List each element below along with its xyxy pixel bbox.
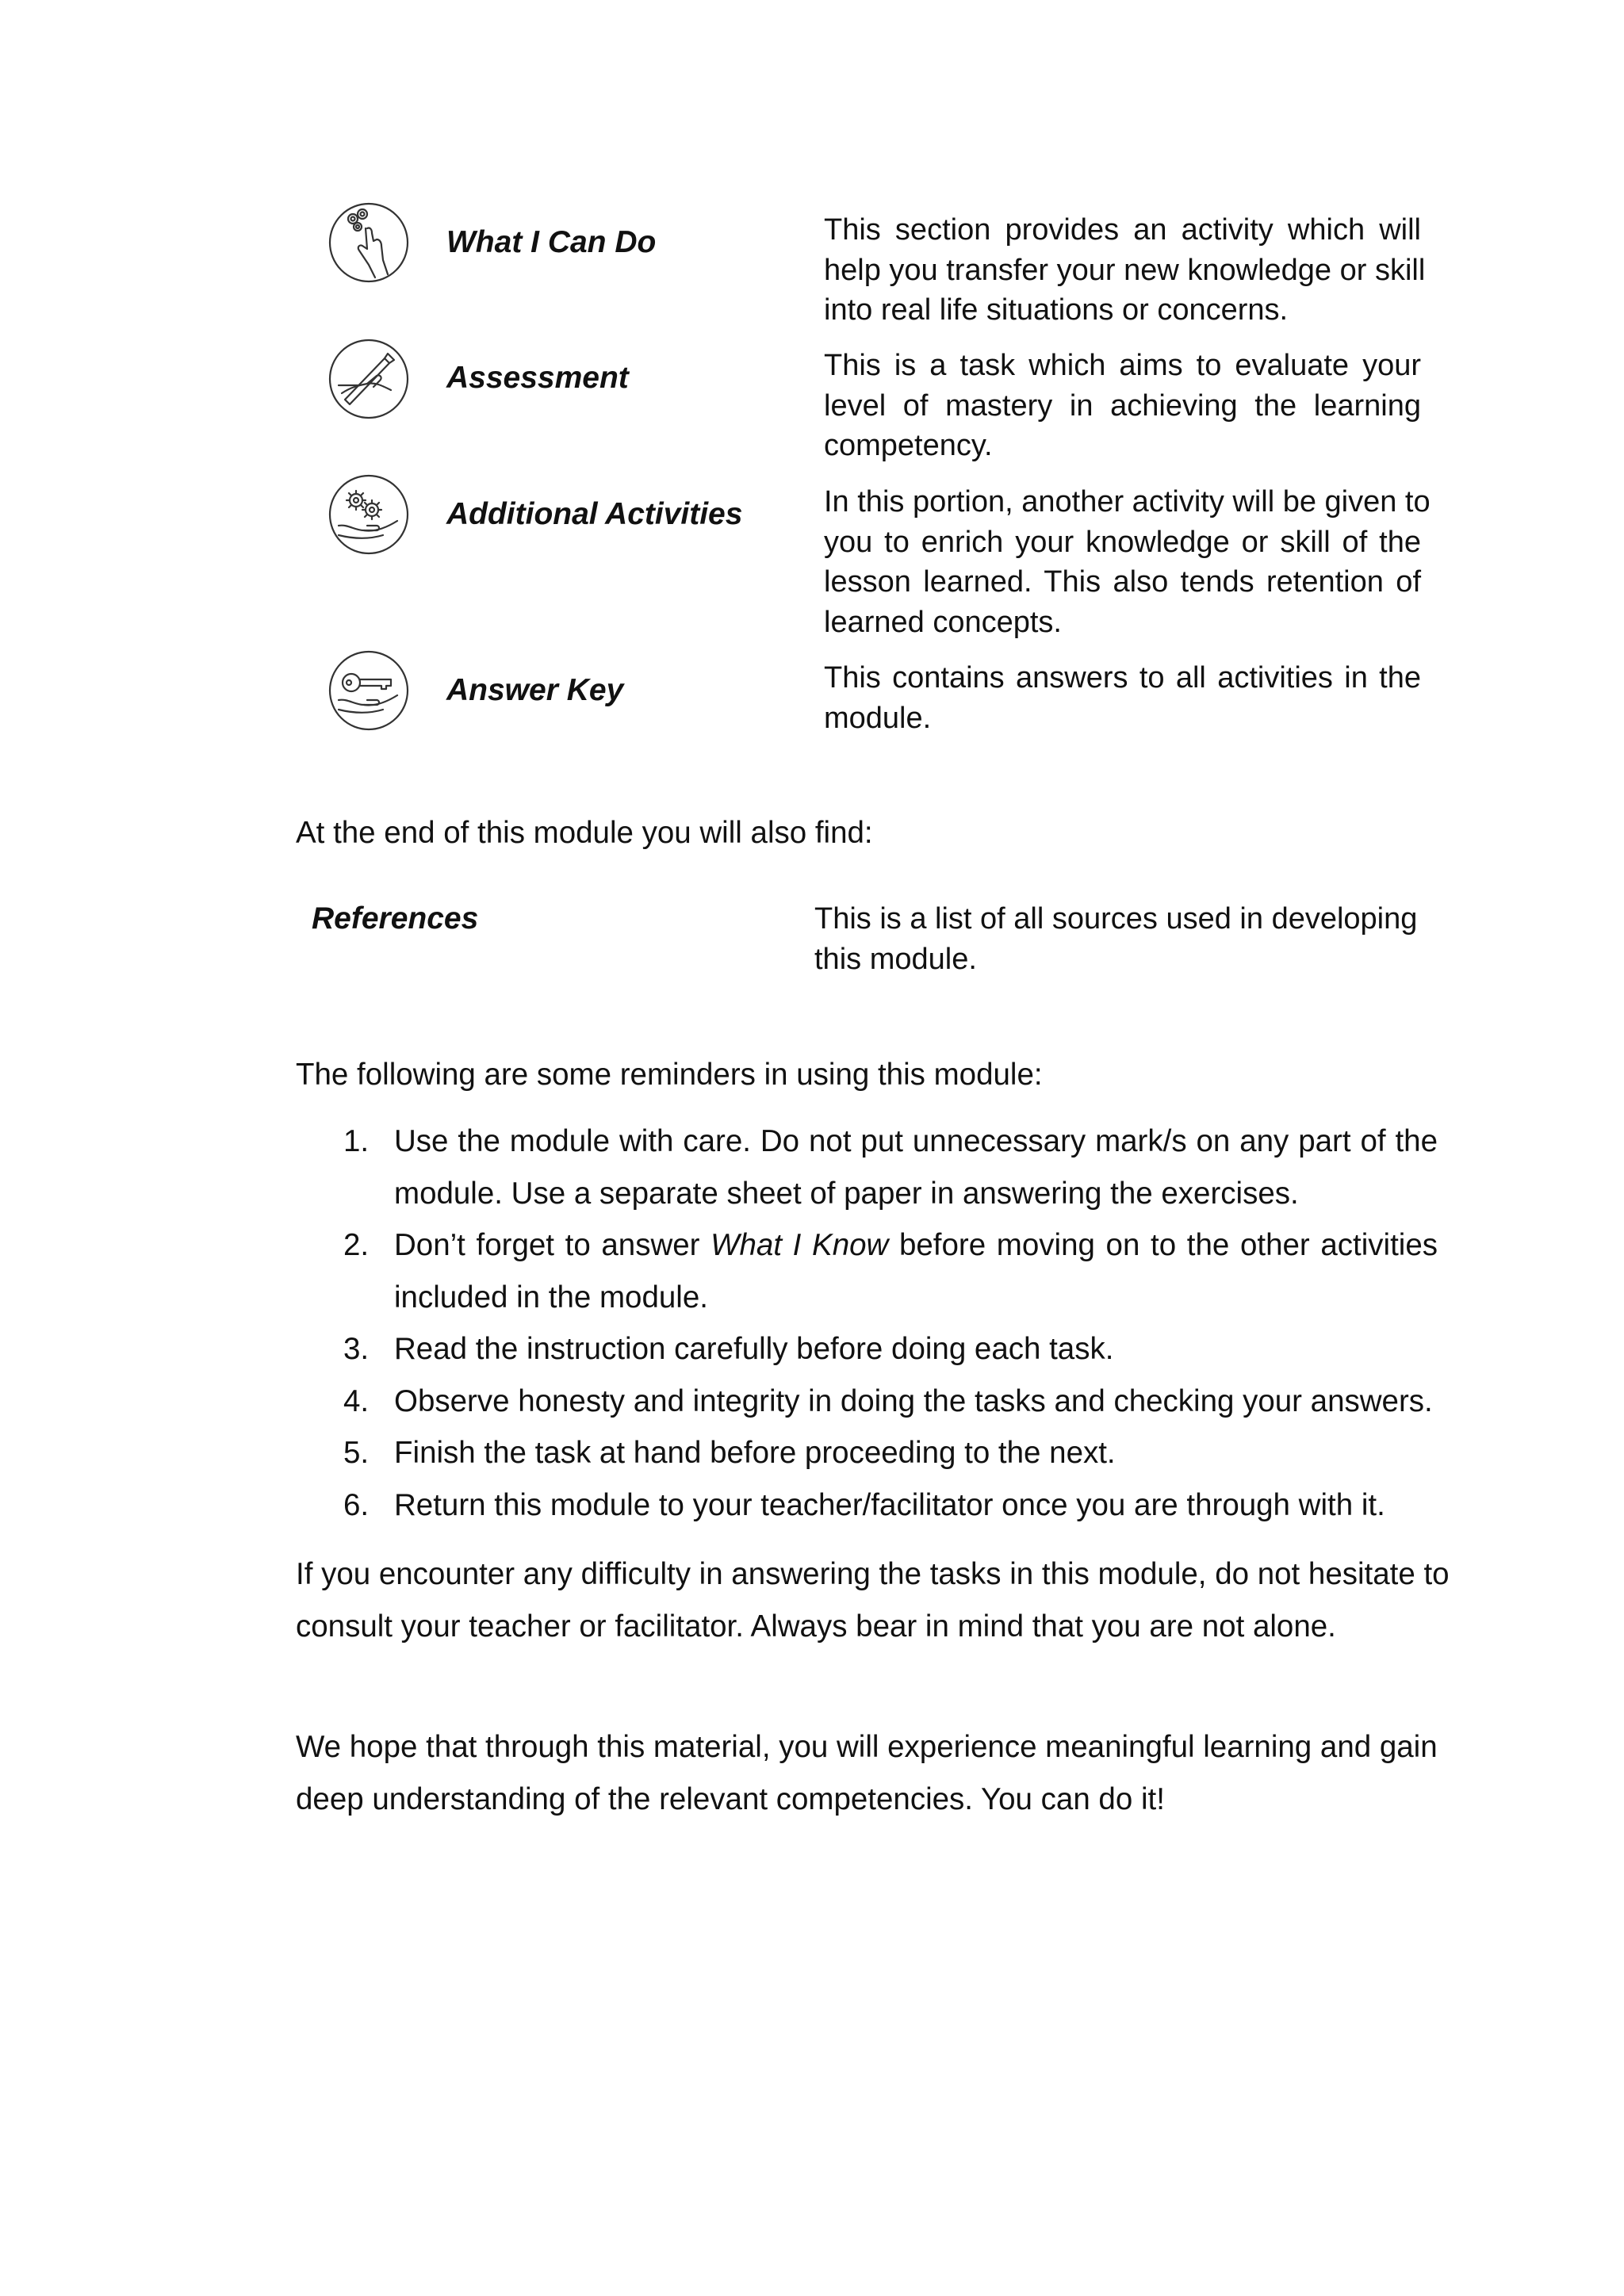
reminder-line: module. Use a separate sheet of paper in answering the exercises.: [394, 1176, 1299, 1211]
list-number: 4.: [343, 1383, 370, 1418]
description-line: In this portion, another activity will be given to: [824, 485, 1431, 519]
references-title: References: [312, 901, 479, 936]
description-line: module.: [824, 701, 932, 735]
description-line: This is a task which aims to evaluate your: [824, 349, 1421, 382]
list-item: [296, 1376, 1438, 1428]
list-item: [296, 1219, 1438, 1323]
reminder-line: [394, 1219, 1438, 1272]
list-number: 3.: [343, 1332, 370, 1366]
description-line: help you transfer your new knowledge or skill: [824, 253, 1426, 287]
section-description: [824, 210, 1426, 331]
text-segment: before moving on to the other activities: [888, 1228, 1438, 1262]
list-item: [296, 1427, 1438, 1479]
end-intro: At the end of this module you will also find:: [296, 816, 873, 850]
reminder-line: Read the instruction carefully before doing each task.: [394, 1332, 1114, 1366]
description-line: This contains answers to all activities in the: [824, 661, 1421, 695]
list-item: [296, 1479, 1438, 1532]
difficulty-paragraph: [296, 1548, 1450, 1653]
reminder-line: included in the module.: [394, 1280, 708, 1314]
reminders-list: [296, 1115, 1438, 1531]
reminders-intro: The following are some reminders in using this module:: [296, 1058, 1043, 1092]
list-item: [296, 1115, 1438, 1219]
closing-paragraph: [296, 1721, 1438, 1826]
reminder-line: Use the module with care. Do not put unnecessary mark/s on any part of the: [394, 1124, 1438, 1158]
description-line: you to enrich your knowledge or skill of the: [824, 525, 1421, 559]
reminder-line: Observe honesty and integrity in doing the tasks and checking your answers.: [394, 1383, 1433, 1418]
description-line: level of mastery in achieving the learning: [824, 388, 1421, 423]
list-number: 6.: [343, 1487, 370, 1522]
description-line: this module.: [814, 942, 977, 976]
section-description: [824, 482, 1431, 642]
emphasis-text: What I Know: [710, 1228, 889, 1262]
list-number: 1.: [343, 1124, 370, 1158]
description-line: learned concepts.: [824, 605, 1062, 639]
section-title: Additional Activities: [446, 497, 743, 531]
hand-writing-pen-icon: [327, 338, 410, 420]
reminder-line: Return this module to your teacher/facilitator once you are through with it.: [394, 1487, 1385, 1522]
description-line: This is a list of all sources used in developing: [814, 902, 1418, 936]
section-description: [824, 658, 1421, 738]
hand-key-icon: [327, 649, 410, 732]
reminder-line: Finish the task at hand before proceeding to the next.: [394, 1436, 1116, 1470]
hand-pointing-icon: [327, 201, 410, 284]
paragraph-line: deep understanding of the relevant competencies. You can do it!: [296, 1782, 1165, 1816]
paragraph-line: We hope that through this material, you will experience meaningful learning and gain: [296, 1730, 1438, 1764]
description-line: This section provides an activity which will: [824, 213, 1421, 247]
hand-gears-icon: [327, 473, 410, 556]
section-title: What I Can Do: [446, 225, 657, 259]
section-description: [824, 346, 1421, 466]
description-line: competency.: [824, 429, 993, 462]
description-line: into real life situations or concerns.: [824, 293, 1289, 327]
paragraph-line: If you encounter any difficulty in answering the tasks in this module, do not hesitate to: [296, 1557, 1450, 1591]
list-item: [296, 1323, 1438, 1376]
section-title: Assessment: [446, 361, 629, 395]
paragraph-line: consult your teacher or facilitator. Always bear in mind that you are not alone.: [296, 1609, 1336, 1644]
section-title: Answer Key: [446, 673, 624, 707]
list-number: 5.: [343, 1436, 370, 1470]
description-line: lesson learned. This also tends retention of: [824, 565, 1421, 599]
text-segment: Don’t forget to answer: [394, 1228, 711, 1262]
references-description: [814, 899, 1425, 979]
list-number: 2.: [343, 1228, 370, 1262]
